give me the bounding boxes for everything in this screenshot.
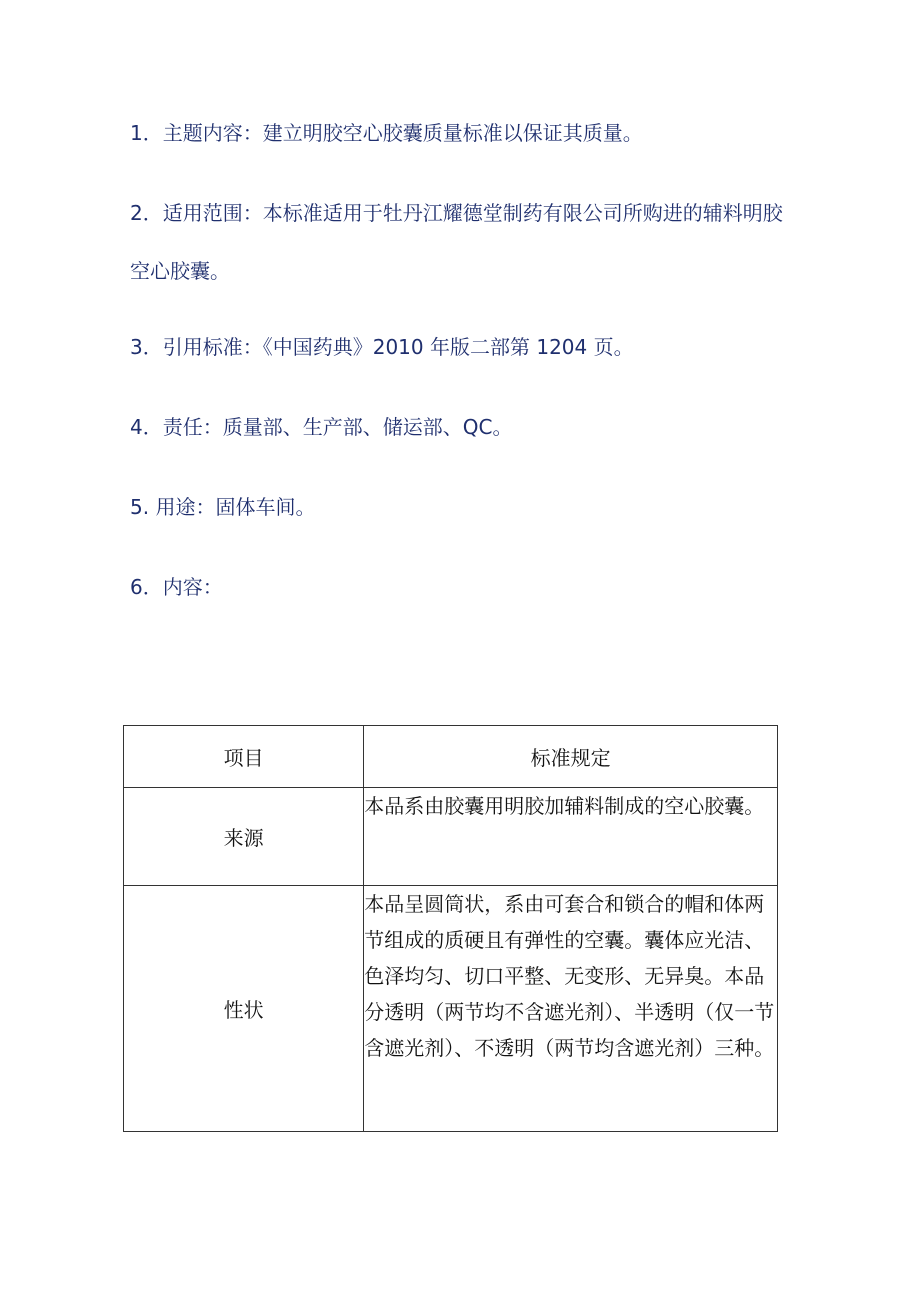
table-row	[124, 886, 778, 1132]
section-3	[130, 318, 790, 376]
header-item: 项目	[124, 726, 364, 788]
row-item-appearance: 性状	[124, 886, 364, 1132]
header-standard: 标准规定	[364, 726, 778, 788]
row-standard-source: 本品系由胶囊用明胶加辅料制成的空心胶囊。	[364, 788, 778, 886]
table-row	[124, 788, 778, 886]
section-1-label: 主题内容：	[162, 121, 263, 145]
section-2-label: 适用范围：	[162, 201, 263, 225]
section-3-number: 3．	[130, 335, 163, 359]
section-5-text: 固体车间。	[215, 495, 316, 519]
section-1-number: 1．	[130, 121, 163, 145]
standards-table	[123, 725, 778, 1132]
table-header-row	[124, 726, 778, 788]
section-6-label: 内容：	[162, 575, 223, 599]
section-4	[130, 398, 790, 456]
section-2-number: 2．	[130, 201, 163, 225]
section-1	[130, 104, 790, 162]
section-3-text: 《中国药典》2010 年版二部第 1204 页。	[262, 335, 634, 359]
section-3-label: 引用标准：	[162, 335, 263, 359]
section-5	[130, 478, 790, 536]
section-6-number: 6．	[130, 575, 163, 599]
section-4-text: 质量部、生产部、储运部、QC。	[222, 415, 513, 439]
section-4-label: 责任：	[162, 415, 223, 439]
section-2	[130, 184, 790, 300]
section-5-number: 5.	[130, 495, 150, 519]
row-standard-appearance: 本品呈圆筒状，系由可套合和锁合的帽和体两节组成的质硬且有弹性的空囊。囊体应光洁、色泽均匀、切口平整、无变形、无异臭。本品分透明（两节均不含遮光剂）、半透明（仅一节含遮光剂）、不透明（两节均含遮光剂）三种。	[364, 886, 778, 1132]
section-4-number: 4．	[130, 415, 163, 439]
section-2-text: 本标准适用于牡丹江耀德堂制药有限公司所购进的辅料明胶空心胶囊。	[130, 201, 783, 283]
row-item-source: 来源	[124, 788, 364, 886]
section-5-label: 用途：	[149, 495, 216, 519]
section-1-text: 建立明胶空心胶囊质量标准以保证其质量。	[262, 121, 643, 145]
section-6	[130, 558, 790, 616]
